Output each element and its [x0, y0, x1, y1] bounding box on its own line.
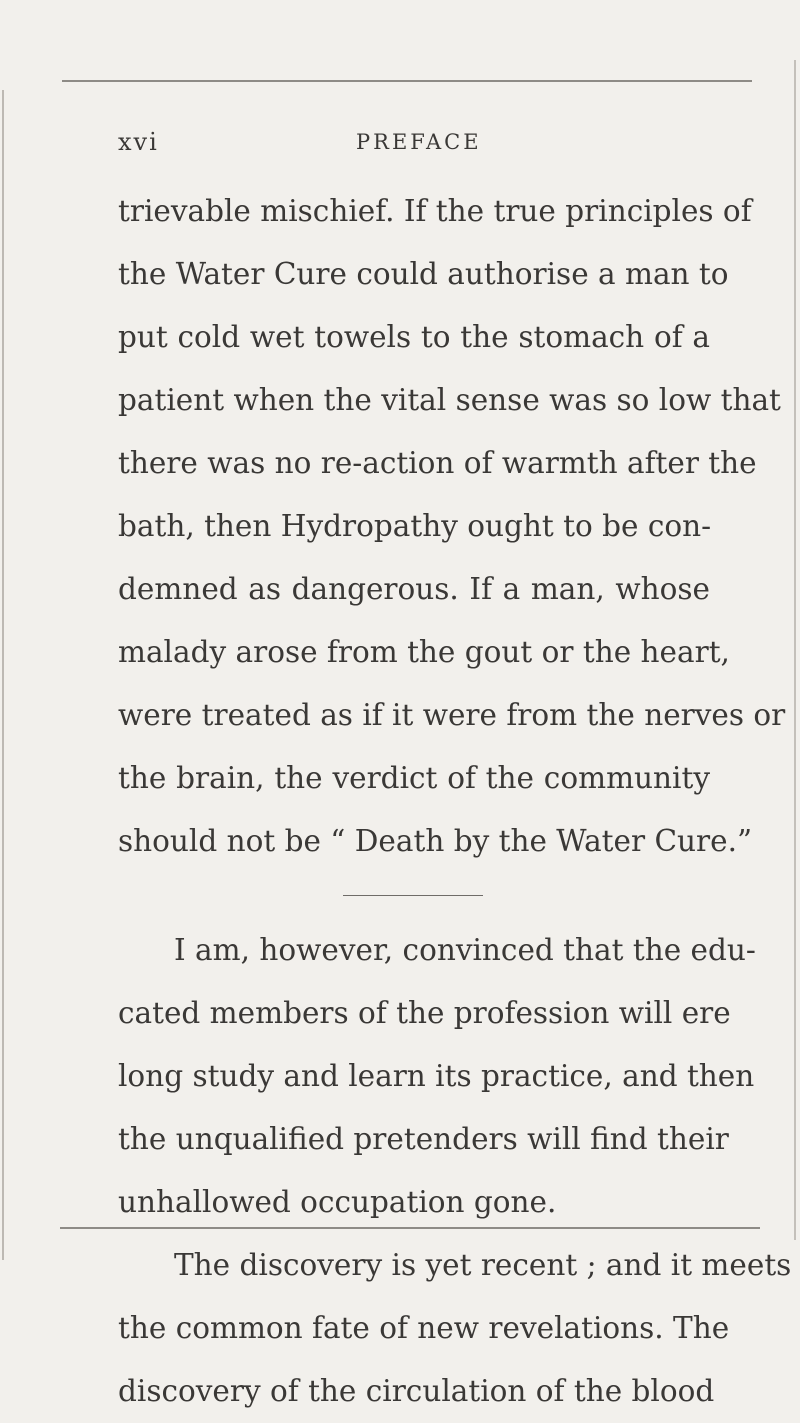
text-line: cated members of the profession will ere — [118, 996, 731, 1030]
page-number: xvi — [118, 128, 159, 156]
bottom-rule — [60, 1227, 760, 1229]
text-line: unhallowed occupation gone. — [118, 1185, 557, 1219]
text-line: trievable mischief. If the true principles of — [118, 194, 752, 228]
text-line: should not be “ Death by the Water Cure.” — [118, 824, 753, 858]
text-line: there was no re-action of warmth after the — [118, 446, 757, 480]
running-title: PREFACE — [356, 130, 482, 154]
text-line: malady arose from the gout or the heart, — [118, 635, 730, 669]
text-line: the brain, the verdict of the community — [118, 761, 710, 795]
running-head — [0, 128, 800, 162]
text-line: long study and learn its practice, and then — [118, 1059, 755, 1093]
text-line: discovery of the circulation of the blood — [118, 1374, 715, 1408]
top-rule — [62, 80, 752, 82]
text-line: demned as dangerous. If a man, whose — [118, 572, 710, 606]
text-line: were treated as if it were from the nerves or — [118, 698, 786, 732]
page-edge-right — [794, 60, 796, 1240]
text-line: bath, then Hydropathy ought to be con- — [118, 509, 712, 543]
separator-rule — [343, 895, 483, 896]
text-line: the unqualified pretenders will find their — [118, 1122, 729, 1156]
section-separator — [118, 873, 710, 919]
text-line: the common fate of new revelations. The — [118, 1311, 730, 1345]
body-text — [118, 180, 792, 1423]
text-line: patient when the vital sense was so low that — [118, 383, 781, 417]
page-edge-left — [2, 90, 4, 1260]
text-line: put cold wet towels to the stomach of a — [118, 320, 710, 354]
text-line: the Water Cure could authorise a man to — [118, 257, 729, 291]
text-line: The discovery is yet recent ; and it meets — [174, 1248, 792, 1282]
text-line: I am, however, convinced that the edu- — [174, 933, 756, 967]
